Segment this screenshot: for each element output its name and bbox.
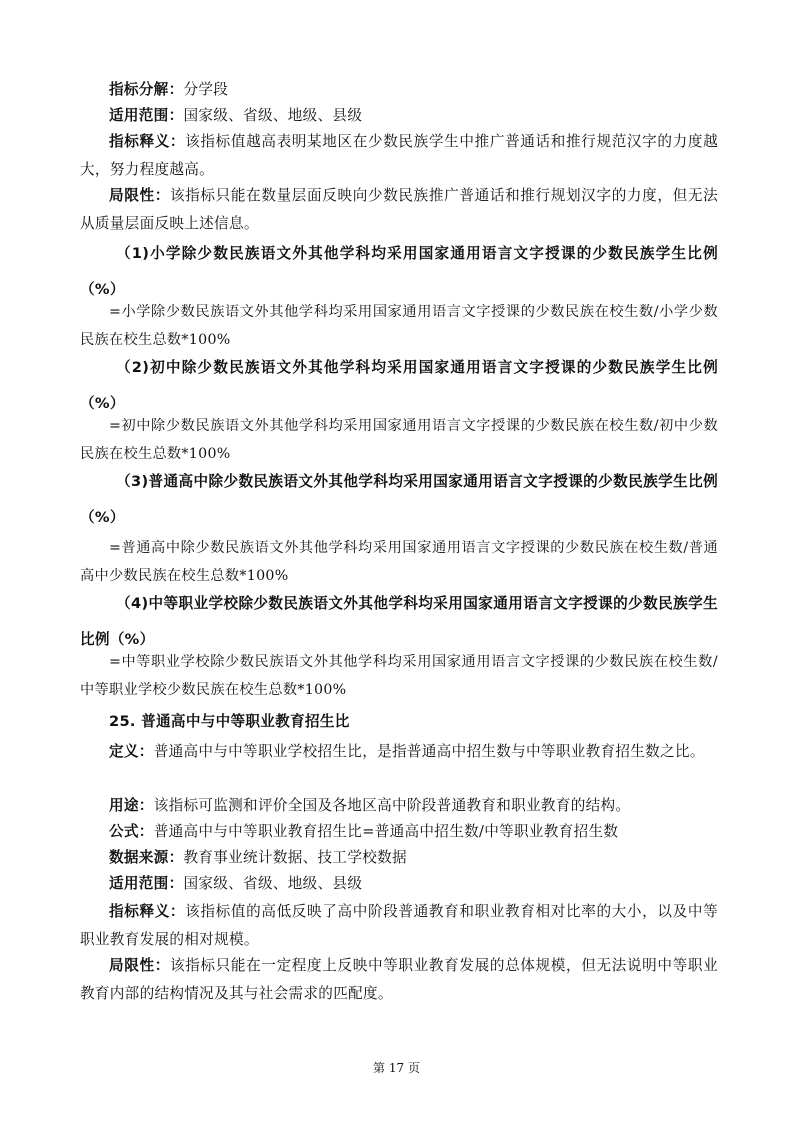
field-label: 指标分解： [109,81,184,98]
item-title-2: （2)初中除少数民族语文外其他学科均采用国家通用语言文字授课的少数民族学生比例（%） [80,359,718,412]
field-label: 指标释义： [109,133,186,150]
field-value: 该指标可监测和评价全国及各地区高中阶段普通教育和职业教育的结构。 [153,797,631,814]
item-title-4: （4)中等职业学校除少数民族语文外其他学科均采用国家通用语言文字授课的少数民族学生比例（%） [80,595,718,648]
field-limitation [80,182,718,238]
field-label: 指标释义： [109,903,186,920]
field-value: 该指标值越高表明某地区在少数民族学生中推广普通话和推行规范汉字的力度越大，努力程度越高。 [80,133,718,178]
page-number: 第 17 页 [373,1061,420,1075]
field-formula [80,818,718,846]
item-formula-1: =小学除少数民族语文外其他学科均采用国家通用语言文字授课的少数民族在校生数/小学少数民族在校生总数*100% [80,304,718,348]
field-value: 分学段 [183,81,229,98]
field-value: 普通高中与中等职业学校招生比，是指普通高中招生数与中等职业教育招生数之比。 [153,743,705,760]
field-value: 该指标只能在一定程度上反映中等职业教育发展的总体规模，但无法说明中等职业教育内部的结构情况及其与社会需求的匹配度。 [80,957,718,1002]
field-label: 适用范围： [109,875,184,892]
field-label: 局限性： [109,187,170,204]
field-label: 定义： [109,743,154,760]
field-scope-2 [80,870,718,898]
item-title-3: （3)普通高中除少数民族语文外其他学科均采用国家通用语言文字授课的少数民族学生比例（%） [80,473,718,526]
field-limitation-2 [80,952,718,1008]
field-label: 数据来源： [109,849,184,866]
item-formula-2: =初中除少数民族语文外其他学科均采用国家通用语言文字授课的少数民族在校生数/初中少数民族在校生总数*100% [80,418,718,462]
field-label: 用途： [109,797,154,814]
field-value: 国家级、省级、地级、县级 [183,875,363,892]
field-breakdown [80,76,718,104]
field-value: 国家级、省级、地级、县级 [183,107,363,124]
item-formula-4: =中等职业学校除少数民族语文外其他学科均采用国家通用语言文字授课的少数民族在校生数/中等职业学校少数民族在校生总数*100% [80,654,718,698]
field-definition [80,738,718,766]
field-interpretation [80,128,718,184]
field-label: 公式： [109,823,154,840]
field-usage [80,792,718,820]
field-data-source [80,844,718,872]
section-heading: 25. 普通高中与中等职业教育招生比 [109,713,350,730]
field-value: 该指标只能在数量层面反映向少数民族推广普通话和推行规划汉字的力度，但无法从质量层面反映上述信息。 [80,187,718,232]
field-label: 适用范围： [109,107,184,124]
field-scope [80,102,718,130]
field-value: 普通高中与中等职业教育招生比=普通高中招生数/中等职业教育招生数 [153,823,619,840]
field-value: 该指标值的高低反映了高中阶段普通教育和职业教育相对比率的大小，以及中等职业教育发展的相对规模。 [80,903,718,948]
field-label: 局限性： [109,957,170,974]
field-value: 教育事业统计数据、技工学校数据 [183,849,407,866]
item-formula-3: =普通高中除少数民族语文外其他学科均采用国家通用语言文字授课的少数民族在校生数/普通高中少数民族在校生总数*100% [80,540,718,584]
field-interpretation-2 [80,898,718,954]
item-title-1: （1)小学除少数民族语文外其他学科均采用国家通用语言文字授课的少数民族学生比例（%） [80,245,718,298]
